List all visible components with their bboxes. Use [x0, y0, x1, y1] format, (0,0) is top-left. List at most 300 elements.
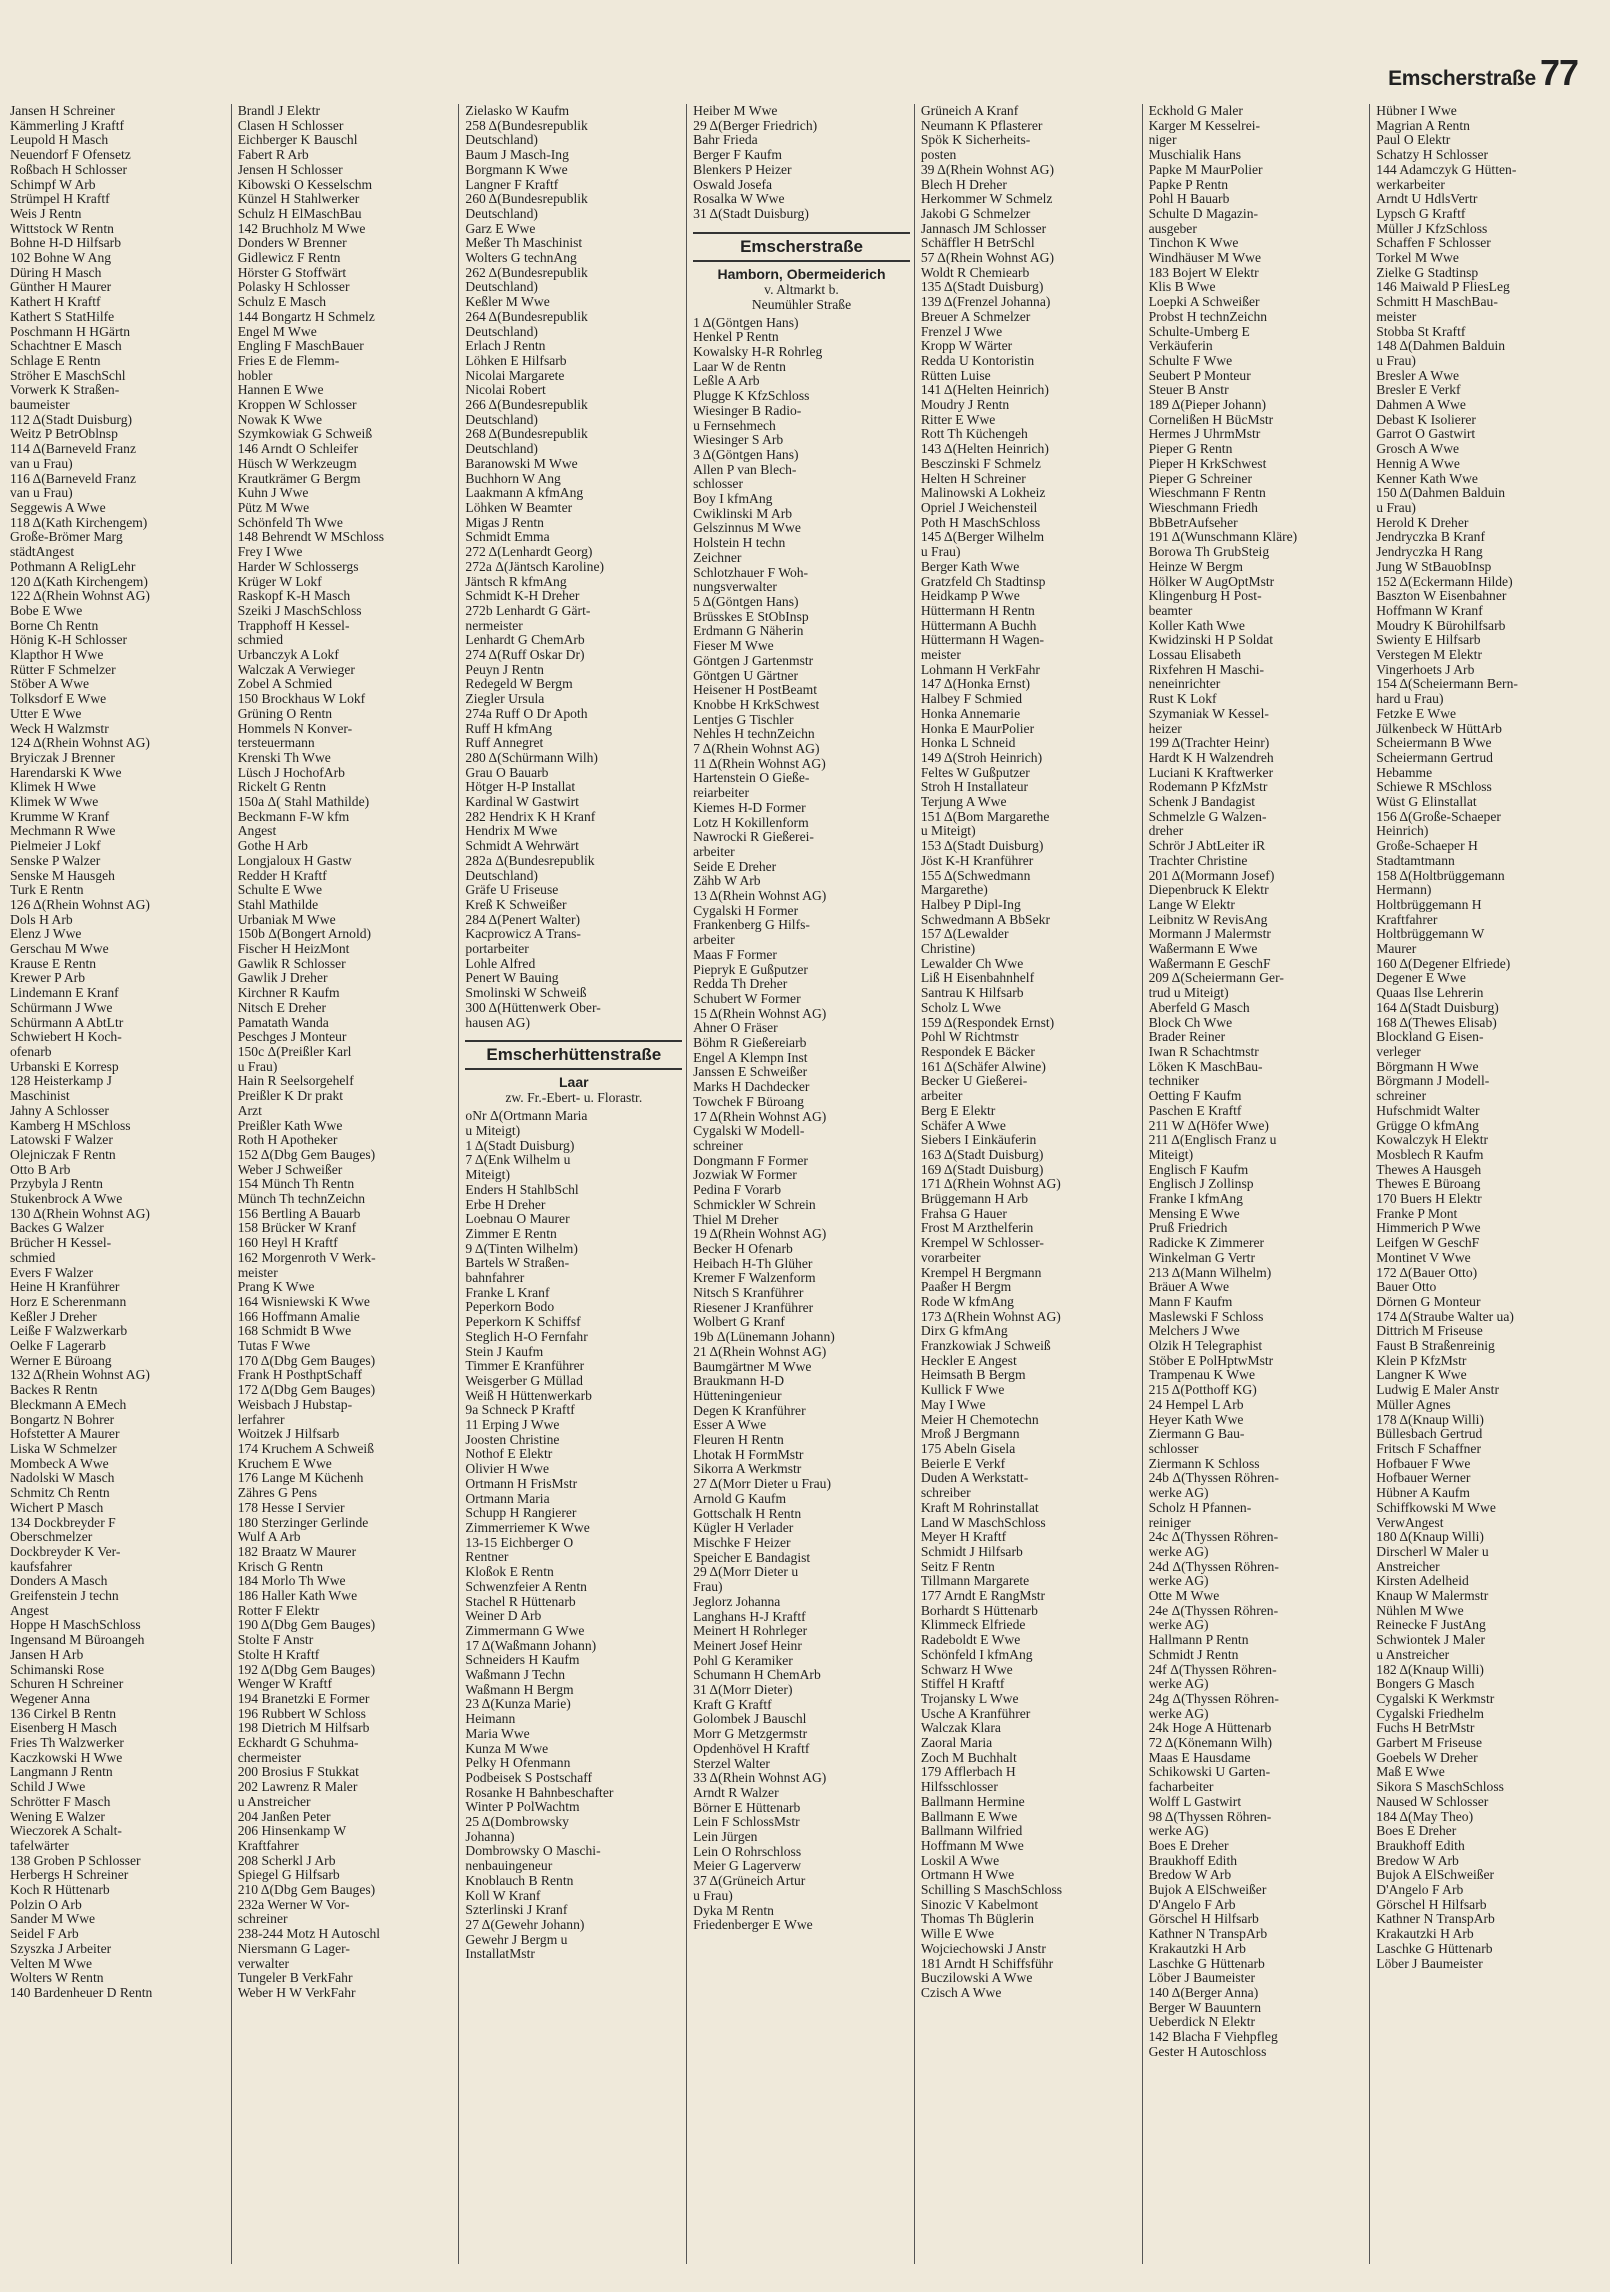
directory-entry: Malinowski A Lokheiz — [920, 486, 1046, 501]
entry-list — [1149, 104, 1366, 1986]
directory-entry: Helten H Schreiner — [920, 471, 1026, 486]
directory-entry: Deutschland) — [465, 206, 538, 221]
directory-entry: Wittstock W Rentn — [10, 221, 114, 236]
directory-entry: Hallmann P Rentn — [1148, 1633, 1249, 1648]
directory-entry: 31 Δ(Stadt Duisburg) — [693, 206, 809, 221]
directory-entry: Weisbach J Hubstap- — [237, 1397, 353, 1412]
directory-entry: 17 Δ(Rhein Wohnst AG) — [693, 1109, 827, 1124]
directory-entry: meister — [237, 1265, 278, 1280]
directory-entry: Schatzy H Schlosser — [1376, 148, 1489, 163]
directory-entry: Meier H Chemotechn — [920, 1412, 1039, 1427]
directory-entry: Piepryk E Gußputzer — [693, 962, 808, 977]
directory-entry: reiarbeiter — [693, 786, 749, 801]
directory-entry: Gawlik J Dreher — [237, 971, 328, 986]
directory-entry: Schwiontek J Maler — [1376, 1633, 1486, 1648]
directory-entry: schlosser — [693, 477, 743, 492]
directory-entry: Künzel H Stahlwerker — [237, 192, 360, 207]
directory-entry: Deutschland) — [465, 133, 538, 148]
directory-entry: Margarethe) — [920, 883, 988, 898]
directory-entry: Kirsten Adelheid — [1376, 1574, 1469, 1589]
directory-entry: schreiner — [237, 1912, 288, 1927]
directory-entry: 182 Braatz W Maurer — [237, 1544, 357, 1559]
directory-entry: Herbergs H Schreiner — [10, 1868, 129, 1883]
entry-list — [921, 104, 1138, 2001]
directory-entry: Laschke G Hüttenarb — [1148, 1956, 1265, 1971]
directory-entry: Vorwerk K Straßen- — [10, 383, 120, 398]
directory-entry: Naused W Schlosser — [1376, 1794, 1489, 1809]
entry-list — [693, 316, 910, 1933]
directory-entry: Weber H W VerkFahr — [237, 1986, 356, 2000]
directory-entry: Redda Th Dreher — [693, 977, 788, 992]
directory-entry: Wegener Anna — [10, 1691, 91, 1706]
directory-entry: 274a Ruff O Dr Apoth — [465, 706, 588, 721]
directory-entry: Schulz H ElMaschBau — [237, 206, 362, 221]
directory-entry: Harendarski K Wwe — [10, 765, 122, 780]
directory-entry: Mombeck A Wwe — [10, 1456, 109, 1471]
directory-entry: Trampenau K Wwe — [1148, 1368, 1256, 1383]
directory-entry: Maurer — [1376, 942, 1417, 957]
directory-entry: dreher — [1148, 824, 1184, 839]
directory-entry: meister — [1376, 309, 1417, 324]
directory-entry: Kiemes H-D Former — [693, 800, 806, 815]
directory-entry: Franke I kfmAng — [1148, 1192, 1243, 1207]
directory-entry: Kroppen W Schlosser — [237, 398, 357, 413]
directory-entry: Land W MaschSchloss — [920, 1515, 1046, 1530]
directory-entry: Hütteningenieur — [693, 1388, 782, 1403]
column-6 — [1143, 104, 1371, 2264]
directory-entry: Kirchner R Kaufm — [237, 986, 340, 1001]
directory-entry: Thewes A Hausgeh — [1376, 1162, 1482, 1177]
directory-entry: werke AG) — [1148, 1706, 1209, 1721]
directory-entry: Erdmann G Näherin — [693, 624, 804, 639]
directory-entry: hausen AG) — [465, 1015, 530, 1030]
directory-entry: Hoffmann W Kranf — [1376, 603, 1483, 618]
directory-entry: Grau O Bauarb — [465, 765, 549, 780]
directory-entry: 192 Δ(Dbg Gem Bauges) — [237, 1662, 376, 1677]
directory-entry: Kuhn J Wwe — [237, 486, 309, 501]
directory-entry: Hardt K H Walzendreh — [1148, 750, 1274, 765]
directory-entry: Jansen H Schreiner — [10, 104, 115, 118]
directory-entry: Kacprowicz A Trans- — [465, 927, 581, 942]
directory-entry: Loskil A Wwe — [920, 1853, 1000, 1868]
directory-entry: Bleckmann A EMech — [10, 1397, 127, 1412]
directory-entry: u Miteigt) — [920, 824, 976, 839]
directory-entry: Hüttermann H Wagen- — [920, 633, 1045, 648]
directory-entry: 213 Δ(Mann Wilhelm) — [1148, 1265, 1272, 1280]
directory-entry: Kathert S StatHilfe — [10, 309, 115, 324]
directory-entry: Mroß J Bergmann — [920, 1427, 1020, 1442]
directory-entry: Jäntsch R kfmAng — [465, 574, 567, 589]
directory-entry: 183 Bojert W Elektr — [1148, 265, 1259, 280]
directory-entry: Schulte F Wwe — [1148, 353, 1233, 368]
directory-entry: Schmidt Emma — [465, 530, 550, 545]
directory-entry: tersteuermann — [237, 736, 315, 751]
directory-entry: Langmann J Rentn — [10, 1765, 113, 1780]
directory-entry: Polasky H Schlosser — [237, 280, 350, 295]
directory-entry: Miteigt) — [1148, 1147, 1194, 1162]
directory-entry: Hoppe H MaschSchloss — [10, 1618, 141, 1633]
directory-entry: Becker H Ofenarb — [693, 1241, 793, 1256]
directory-entry: Brüggemann H Arb — [920, 1192, 1029, 1207]
directory-entry: Holtbrüggemann H — [1376, 897, 1482, 912]
directory-entry: 177 Arndt E RangMstr — [920, 1589, 1046, 1604]
directory-entry: 152 Δ(Dbg Gem Bauges) — [237, 1147, 376, 1162]
directory-entry: 280 Δ(Schürmann Wilh) — [465, 750, 598, 765]
directory-entry: Hönig K-H Schlosser — [10, 633, 128, 648]
directory-entry: Hofbauer Werner — [1376, 1471, 1471, 1486]
street-range-note: v. Altmarkt b. Neumühler Straße — [751, 281, 852, 312]
directory-entry: Zielke G Stadtinsp — [1376, 265, 1479, 280]
directory-entry: Towchek F Büroang — [693, 1094, 804, 1109]
directory-entry: 175 Abeln Gisela — [920, 1441, 1016, 1456]
directory-entry: Hötger H-P Installat — [465, 780, 576, 795]
directory-entry: Ziermann K Schloss — [1148, 1456, 1260, 1471]
directory-entry: Heyer Kath Wwe — [1148, 1412, 1244, 1427]
directory-entry: Lhotak H FormMstr — [693, 1447, 804, 1462]
directory-entry: Walczak Klara — [920, 1721, 1001, 1736]
directory-entry: Ortmann H Wwe — [920, 1868, 1015, 1883]
directory-entry: Cygalski K Werkmstr — [1376, 1691, 1495, 1706]
directory-entry: Szyszka J Arbeiter — [10, 1941, 112, 1956]
directory-entry: 266 Δ(Bundesrepublik — [465, 398, 588, 413]
directory-entry: Günther H Maurer — [10, 280, 112, 295]
directory-entry: Zimmermann G Wwe — [465, 1623, 585, 1638]
directory-entry: Krautkrämer G Bergm — [237, 471, 361, 486]
directory-entry: van u Frau) — [10, 486, 73, 501]
directory-entry: D'Angelo F Arb — [1376, 1883, 1464, 1898]
entry-list — [1376, 104, 1594, 1971]
directory-entry: 11 Δ(Rhein Wohnst AG) — [693, 756, 826, 771]
directory-entry: Wolters G technAng — [465, 251, 577, 266]
directory-entry: Reinecke F JustAng — [1376, 1618, 1486, 1633]
directory-entry: Wojciechowski J Anstr — [920, 1941, 1046, 1956]
directory-entry: Leibnitz W RevisAng — [1148, 912, 1268, 927]
directory-entry: Melchers J Wwe — [1148, 1324, 1240, 1339]
directory-entry: Schlage E Rentn — [10, 353, 101, 368]
directory-entry: 149 Δ(Stroh Heinrich) — [920, 750, 1043, 765]
directory-entry: Stiffel H Kraftf — [920, 1677, 1005, 1692]
directory-entry: Beierle E Verkf — [920, 1456, 1006, 1471]
directory-entry: Rixfehren H Maschi- — [1148, 662, 1265, 677]
directory-entry: Koll W Kranf — [465, 1888, 541, 1903]
directory-entry: Halbey P Dipl-Ing — [920, 897, 1021, 912]
directory-entry: Fries E de Flemm- — [237, 353, 340, 368]
directory-entry: Krakautzki H Arb — [1148, 1941, 1246, 1956]
directory-entry: Engel A Klempn Inst — [693, 1050, 808, 1065]
directory-entry: 272 Δ(Lenhardt Georg) — [465, 545, 593, 560]
directory-entry: 210 Δ(Dbg Gem Bauges) — [237, 1883, 376, 1898]
directory-entry: Schuren H Schreiner — [10, 1677, 124, 1692]
directory-entry: Fabert R Arb — [237, 148, 309, 163]
directory-entry: Pohl W Richtmstr — [920, 1030, 1019, 1045]
directory-entry: Seitz F Rentn — [920, 1559, 995, 1574]
directory-entry: Hennig A Wwe — [1376, 456, 1460, 471]
directory-entry: Dirx G kfmAng — [920, 1324, 1008, 1339]
directory-entry: Boes E Dreher — [1376, 1824, 1457, 1839]
running-street-title: Emscherstraße — [1388, 67, 1536, 90]
directory-entry: Radicke K Zimmerer — [1148, 1236, 1265, 1251]
directory-entry: Frey I Wwe — [237, 545, 303, 560]
directory-entry: Weber J Schweißer — [237, 1162, 343, 1177]
directory-entry: Beckmann F-W kfm — [237, 809, 350, 824]
directory-entry: techniker — [1148, 1074, 1200, 1089]
directory-entry: Rosanke H Bahnbeschafter — [465, 1785, 614, 1800]
directory-entry: Buczilowski A Wwe — [920, 1971, 1033, 1986]
directory-entry: Borhardt S Hüttenarb — [920, 1603, 1038, 1618]
district-heading: Laar — [558, 1074, 589, 1091]
directory-entry: Probst H technZeichn — [1148, 309, 1268, 324]
directory-entry: Trapphoff H Kessel- — [237, 618, 350, 633]
directory-entry: Ueberdick N Elektr — [1148, 2015, 1256, 2030]
directory-entry: Nawrocki R Gießerei- — [693, 830, 814, 845]
directory-entry: Besczinski F Schmelz — [920, 456, 1041, 471]
directory-entry: 27 Δ(Gewehr Johann) — [465, 1917, 585, 1932]
directory-entry: Büllesbach Gertrud — [1376, 1427, 1483, 1442]
directory-entry: Pielmeier J Lokf — [10, 839, 101, 854]
directory-entry: Fritsch F Schaffner — [1376, 1441, 1481, 1456]
directory-entry: Kloßok E Rentn — [465, 1565, 554, 1580]
directory-entry: 184 Δ(May Theo) — [1376, 1809, 1474, 1824]
directory-entry: 258 Δ(Bundesrepublik — [465, 118, 588, 133]
directory-entry: Klimek H Wwe — [10, 780, 96, 795]
directory-entry: Baumgärtner M Wwe — [693, 1359, 812, 1374]
directory-entry: 198 Dietrich M Hilfsarb — [237, 1721, 370, 1736]
directory-entry: Nehles H technZeichn — [693, 727, 815, 742]
directory-entry: Borowa Th GrubSteig — [1148, 545, 1270, 560]
directory-entry: 120 Δ(Kath Kirchengem) — [10, 574, 148, 589]
directory-entry: D'Angelo F Arb — [1148, 1897, 1236, 1912]
directory-entry: Arzt — [237, 1103, 262, 1118]
directory-entry: Baszton W Eisenbahner — [1376, 589, 1507, 604]
page-header — [1388, 52, 1578, 94]
directory-entry: Braukhoff Edith — [1376, 1838, 1465, 1853]
directory-entry: Dombrowsky O Maschi- — [465, 1844, 601, 1859]
directory-entry: Nitsch E Dreher — [237, 1000, 327, 1015]
directory-entry: Nicolai Robert — [465, 383, 546, 398]
directory-entry: Lindemann E Kranf — [10, 986, 119, 1001]
directory-entry: Kenner Kath Wwe — [1376, 471, 1478, 486]
directory-entry: 156 Δ(Große-Schaeper — [1376, 809, 1501, 824]
directory-entry: Janssen E Schweißer — [693, 1065, 808, 1080]
directory-entry: Schulte D Magazin- — [1148, 206, 1259, 221]
directory-entry: Heinze W Bergm — [1148, 559, 1243, 574]
directory-entry: 284 Δ(Penert Walter) — [465, 912, 581, 927]
directory-entry: 142 Blacha F Viehpfleg — [1148, 2030, 1278, 2045]
directory-entry: Kwidzinski H P Soldat — [1148, 633, 1274, 648]
directory-entry: Schmidt J Hilfsarb — [920, 1544, 1023, 1559]
directory-entry: Berger W Bauuntern — [1148, 2000, 1262, 2015]
directory-entry: 206 Hinsenkamp W — [237, 1824, 347, 1839]
directory-entry: Raskopf K-H Masch — [237, 589, 351, 604]
directory-entry: Kowalczyk H Elektr — [1376, 1133, 1489, 1148]
directory-entry: Zielasko W Kaufm — [465, 104, 570, 118]
directory-entry: 282a Δ(Bundesrepublik — [465, 853, 595, 868]
column-3 — [459, 104, 687, 2264]
directory-entry: Czisch A Wwe — [920, 1986, 1002, 2000]
directory-entry: ofenarb — [10, 1045, 52, 1059]
directory-entry: u Frau) — [920, 545, 961, 560]
directory-entry: 57 Δ(Rhein Wohnst AG) — [920, 251, 1054, 266]
directory-entry: Ruff H kfmAng — [465, 721, 553, 736]
directory-entry: Waßmann H Bergm — [465, 1682, 574, 1697]
directory-entry: Jannasch JM Schlosser — [920, 221, 1047, 236]
directory-entry: Mechmann R Wwe — [10, 824, 116, 839]
directory-entry: Waßermann E GeschF — [1148, 956, 1271, 971]
directory-entry: Fries Th Walzwerker — [10, 1736, 124, 1751]
directory-entry: Knoblauch B Rentn — [465, 1873, 574, 1888]
directory-entry: Bohne H-D Hilfsarb — [10, 236, 121, 251]
directory-entry: Heinrich) — [1376, 824, 1429, 839]
directory-entry: Gerschau M Wwe — [10, 942, 109, 957]
directory-entry: nenbauingeneur — [465, 1859, 553, 1874]
directory-entry: nungsverwalter — [693, 580, 777, 595]
directory-entry: Arndt R Walzer — [693, 1785, 779, 1800]
directory-entry: Rott Th Küchengeh — [920, 427, 1028, 442]
directory-entry: Schmitt H MaschBau- — [1376, 295, 1498, 310]
directory-entry: Angest — [237, 824, 277, 839]
column-7 — [1370, 104, 1598, 2264]
directory-entry: Langner F Kraftf — [465, 177, 559, 192]
directory-entry: Halbey F Schmied — [920, 692, 1023, 707]
directory-entry: Speicher E Bandagist — [693, 1550, 811, 1565]
directory-entry: Szymkowiak G Schweiß — [237, 427, 373, 442]
directory-entry: reiniger — [1148, 1515, 1191, 1530]
directory-entry: Bongartz N Bohrer — [10, 1412, 115, 1427]
directory-entry: Redda U Kontoristin — [920, 353, 1035, 368]
directory-entry: Dols H Arb — [10, 912, 73, 927]
directory-entry: Maas F Former — [693, 947, 777, 962]
directory-entry: Heine H Kranführer — [10, 1280, 120, 1295]
directory-entry: Krempel W Schlosser- — [920, 1236, 1044, 1251]
directory-entry: Krenski Th Wwe — [237, 750, 331, 765]
directory-entry: Honka L Schneid — [920, 736, 1016, 751]
directory-entry: werkarbeiter — [1376, 177, 1445, 192]
directory-entry: Müller J KfzSchloss — [1376, 221, 1488, 236]
directory-entry: 211 Δ(Englisch Franz u — [1148, 1133, 1277, 1148]
directory-entry: Gothe H Arb — [237, 839, 308, 854]
directory-entry: Papke P Rentn — [1148, 177, 1229, 192]
directory-entry: Schmickler W Schrein — [693, 1197, 816, 1212]
directory-entry: 144 Adamczyk G Hütten- — [1376, 162, 1517, 177]
directory-entry: May I Wwe — [920, 1397, 986, 1412]
directory-entry: 173 Δ(Rhein Wohnst AG) — [920, 1309, 1061, 1324]
directory-entry: Goebels W Dreher — [1376, 1750, 1478, 1765]
directory-entry: Schmidt J Rentn — [1148, 1647, 1239, 1662]
directory-entry: Bräuer A Wwe — [1148, 1280, 1230, 1295]
directory-entry: Stolte F Anstr — [237, 1633, 314, 1648]
directory-entry: 272a Δ(Jäntsch Karoline) — [465, 559, 605, 574]
directory-entry: Golombek J Bauschl — [693, 1712, 807, 1727]
directory-entry: Henkel P Rentn — [693, 330, 779, 345]
directory-entry: Schürmann J Wwe — [10, 1000, 113, 1015]
directory-entry: Jakobi G Schmelzer — [920, 206, 1031, 221]
directory-entry: Lein O Rohrschloss — [693, 1844, 802, 1859]
directory-entry: 160 Δ(Degener Elfriede) — [1376, 956, 1511, 971]
directory-entry: InstallatMstr — [465, 1947, 535, 1962]
directory-entry: Schneiders H Kaufm — [465, 1653, 580, 1668]
directory-entry: 5 Δ(Göntgen Hans) — [693, 594, 799, 609]
directory-entry: Braukmann H-D — [693, 1374, 785, 1389]
directory-entry: Waßmann J Techn — [465, 1668, 566, 1683]
directory-entry: 159 Δ(Respondek Ernst) — [920, 1015, 1055, 1030]
directory-entry: Luciani K Kraftwerker — [1148, 765, 1274, 780]
directory-entry: Winter P PolWachtm — [465, 1800, 580, 1815]
directory-entry: Mensing E Wwe — [1148, 1206, 1240, 1221]
directory-entry: schlosser — [1148, 1441, 1199, 1456]
directory-entry: Schimanski Rose — [10, 1662, 105, 1677]
directory-entry: Smolinski W Schweiß — [465, 986, 587, 1001]
directory-entry: Ballmann Wilfried — [920, 1824, 1023, 1839]
street-heading: Emscherhüttenstraße — [465, 1040, 682, 1070]
directory-entry: Meßer Th Maschinist — [465, 236, 583, 251]
directory-entry: 21 Δ(Rhein Wohnst AG) — [693, 1344, 827, 1359]
directory-entry: Scheiermann Gertrud — [1376, 750, 1493, 765]
directory-entry: Kraft G Kraftf — [693, 1697, 772, 1712]
directory-entry: Harder W Schlossergs — [237, 559, 359, 574]
directory-entry: Deutschland) — [465, 412, 538, 427]
directory-entry: Heiber M Wwe — [693, 104, 778, 118]
directory-entry: Kardinal W Gastwirt — [465, 795, 579, 810]
directory-entry: Eckhold G Maler — [1148, 104, 1243, 118]
directory-entry: 191 Δ(Wunschmann Kläre) — [1148, 530, 1298, 545]
directory-entry: Steuer B Anstr — [1148, 383, 1229, 398]
directory-entry: Stobba St Kraftf — [1376, 324, 1466, 339]
directory-entry: Stöber E PolHptwMstr — [1148, 1353, 1274, 1368]
directory-entry: verwalter — [237, 1956, 290, 1971]
directory-entry: 274 Δ(Ruff Oskar Dr) — [465, 648, 585, 663]
directory-entry: Erbe H Dreher — [465, 1197, 546, 1212]
directory-entry: 142 Bruchholz M Wwe — [237, 221, 366, 236]
directory-entry: Utter E Wwe — [10, 706, 82, 721]
directory-entry: Münch Th technZeichn — [237, 1192, 366, 1207]
directory-entry: 163 Δ(Stadt Duisburg) — [920, 1147, 1044, 1162]
directory-entry: Pieper G Schreiner — [1148, 471, 1252, 486]
directory-entry: Deutschland) — [465, 868, 538, 883]
directory-entry: Quaas Ilse Lehrerin — [1376, 986, 1484, 1001]
directory-entry: Hübner A Kaufm — [1376, 1486, 1470, 1501]
directory-entry: Meier G Lagerverw — [693, 1859, 802, 1874]
directory-entry: 160 Heyl H Kraftf — [237, 1236, 338, 1251]
directory-entry: Lotz H Kokillenform — [693, 815, 809, 830]
directory-entry: niger — [1148, 133, 1177, 148]
directory-entry: 172 Δ(Dbg Gem Bauges) — [237, 1383, 376, 1398]
directory-entry: Schachtner E Masch — [10, 339, 122, 354]
directory-entry: Dittrich M Friseuse — [1376, 1324, 1483, 1339]
directory-entry: hard u Frau) — [1376, 692, 1444, 707]
directory-entry: Longjaloux H Gastw — [237, 853, 352, 868]
entry-list — [465, 1109, 682, 1962]
entry-list — [693, 104, 910, 222]
directory-entry: Langner K Wwe — [1376, 1368, 1467, 1383]
directory-entry: Schaffen F Schlosser — [1376, 236, 1491, 251]
directory-entry: Oelke F Lagerarb — [10, 1339, 106, 1354]
directory-entry: 138 Groben P Schlosser — [10, 1853, 141, 1868]
directory-entry: Szterlinski J Kranf — [465, 1903, 568, 1918]
directory-entry: Weiß H Hüttenwerkarb — [465, 1388, 592, 1403]
directory-entry: Bauer Otto — [1376, 1280, 1437, 1295]
directory-entry: 114 Δ(Barneveld Franz — [10, 442, 137, 457]
directory-entry: 17 Δ(Waßmann Johann) — [465, 1638, 597, 1653]
directory-entry: 154 Δ(Scheiermann Bern- — [1376, 677, 1518, 692]
directory-entry: Borne Ch Rentn — [10, 618, 99, 633]
entry-list — [465, 104, 682, 1030]
directory-entry: 268 Δ(Bundesrepublik — [465, 427, 588, 442]
directory-entry: Montinet V Wwe — [1376, 1250, 1471, 1265]
directory-entry: 116 Δ(Barneveld Franz — [10, 471, 137, 486]
directory-entry: Preißler K Dr prakt — [237, 1089, 344, 1104]
directory-entry: Zeichner — [693, 550, 742, 565]
directory-entry: neneinrichter — [1148, 677, 1221, 692]
